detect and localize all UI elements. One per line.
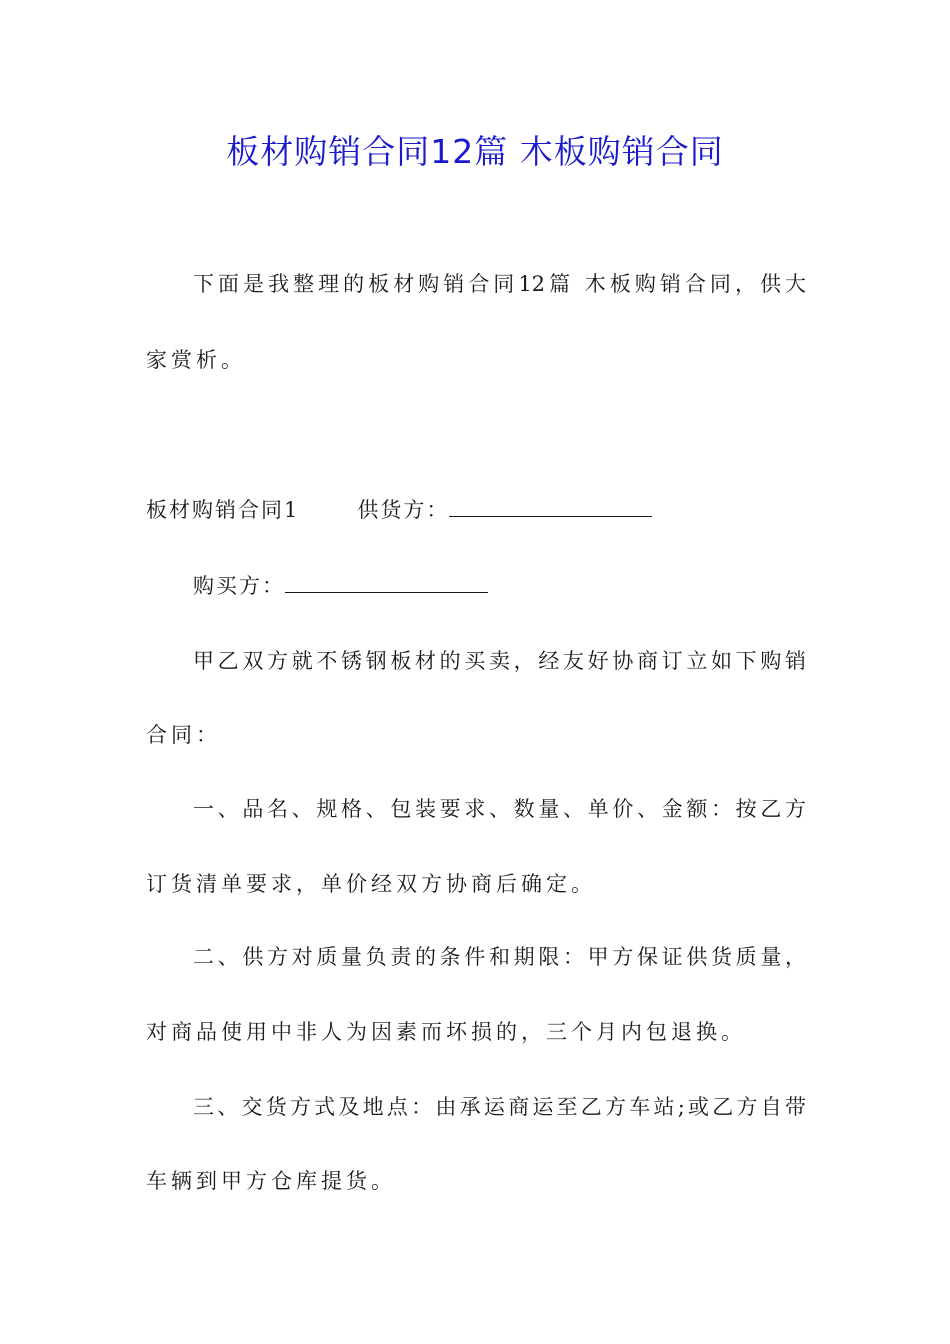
intro-line-1: 下面是我整理的板材购销合同12篇 木板购销合同，供大 <box>193 272 806 296</box>
supplier-blank-line <box>449 494 652 517</box>
clause-2-line-2: 对商品使用中非人为因素而坏损的，三个月内包退换。 <box>146 1020 746 1044</box>
preamble-line-1: 甲乙双方就不锈钢板材的买卖，经友好协商订立如下购销 <box>193 649 806 673</box>
clause-3-line-2: 车辆到甲方仓库提货。 <box>146 1169 396 1193</box>
contract-heading-row <box>146 494 806 525</box>
intro-line-2: 家赏析。 <box>146 348 246 372</box>
buyer-label: 购买方： <box>193 574 285 598</box>
document-title: 板材购销合同12篇 木板购销合同 <box>226 132 724 171</box>
buyer-blank-line <box>285 570 488 593</box>
contract-heading: 板材购销合同1 <box>146 498 300 522</box>
clause-1-line-1: 一、品名、规格、包装要求、数量、单价、金额：按乙方 <box>193 797 806 821</box>
buyer-row <box>193 570 806 601</box>
clause-1-line-2: 订货清单要求，单价经双方协商后确定。 <box>146 872 596 896</box>
clause-2-line-1: 二、供方对质量负责的条件和期限：甲方保证供货质量， <box>193 945 806 969</box>
supplier-label: 供货方： <box>357 498 450 522</box>
preamble-line-2: 合同： <box>146 723 221 747</box>
clause-3-line-1: 三、交货方式及地点：由承运商运至乙方车站;或乙方自带 <box>193 1095 806 1119</box>
